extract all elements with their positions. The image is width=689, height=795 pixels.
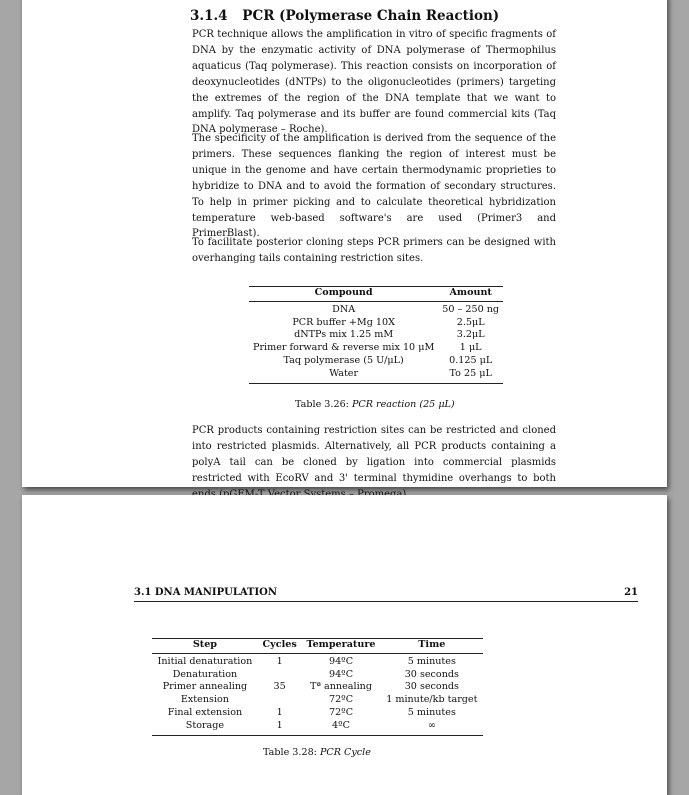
table-row	[152, 707, 483, 720]
table-cell: 1 μL	[459, 342, 482, 354]
running-header	[134, 585, 638, 602]
column-header: Time	[381, 639, 483, 654]
table-row	[152, 681, 483, 694]
document-page-upper	[22, 0, 667, 487]
table-cell: 30 seconds	[404, 681, 459, 693]
table-row	[249, 355, 503, 368]
table-cell: dNTPs mix 1.25 mM	[294, 329, 394, 341]
column-header: Step	[152, 639, 258, 654]
table-cell: 0.125 μL	[449, 354, 493, 366]
column-header: Temperature	[301, 639, 380, 654]
document-page-lower	[22, 495, 667, 795]
section-heading	[190, 8, 499, 24]
table-row	[152, 720, 483, 736]
paragraph-primer-specificity: The specificity of the amplification is derived from the sequence of the primers. These sequences flanking the region of interest must be unique in the genome and have certain thermodynamic proprieties to hybridize to DNA and to avoid the formation of secondary structures. To help in primer picking and to calculate theoretical hybridization temperature web-based software's are used (Primer3 and PrimerBlast).	[192, 133, 556, 240]
table-cell: Denaturation	[172, 668, 238, 680]
table-cell: Taq polymerase (5 U/μL)	[283, 354, 404, 366]
table-cell	[258, 694, 301, 707]
table-caption	[295, 399, 455, 410]
caption-label: Table 3.28:	[263, 747, 317, 758]
table-cell: 72ºC	[328, 706, 354, 718]
caption-label: Table 3.26:	[295, 399, 349, 410]
pcr-reaction-table	[249, 286, 503, 384]
pcr-cycle-table	[152, 638, 483, 736]
table-cell: 35	[273, 681, 286, 693]
column-header: Compound	[249, 287, 438, 302]
table-row	[152, 654, 483, 669]
table-cell: 72ºC	[328, 694, 354, 706]
table-row	[249, 368, 503, 384]
table-cell: 4ºC	[332, 719, 350, 731]
table-cell: Extension	[180, 694, 229, 706]
table-row	[249, 329, 503, 342]
table-cell: 30 seconds	[404, 668, 459, 680]
paragraph-cloning-tails: To facilitate posterior cloning steps PCR primers can be designed with overhanging tails containing restriction sites.	[192, 237, 556, 264]
table-cell: Tª annealing	[310, 681, 372, 693]
table-cell: 1	[276, 719, 283, 731]
table-cell: 1	[276, 655, 283, 667]
table-cell	[258, 669, 301, 682]
table-cell: 94ºC	[328, 668, 354, 680]
table-cell: Initial denaturation	[157, 655, 253, 667]
table-cell: Primer annealing	[162, 681, 248, 693]
table-cell: DNA	[332, 303, 356, 315]
table-cell: 94ºC	[328, 655, 354, 667]
table-cell: 5 minutes	[407, 706, 456, 718]
page-number: 21	[624, 587, 638, 598]
table-cell: 1	[276, 706, 283, 718]
table-cell: Water	[329, 367, 359, 379]
table-row	[152, 694, 483, 707]
table-cell: 1 minute/kb target	[386, 694, 478, 706]
column-header: Amount	[438, 287, 503, 302]
table-row	[249, 342, 503, 355]
table-cell: Primer forward & reverse mix 10 μM	[253, 342, 435, 354]
table-row	[249, 317, 503, 330]
running-head-title: 3.1 DNA MANIPULATION	[134, 587, 278, 598]
table-cell: PCR buffer +Mg 10X	[292, 316, 395, 328]
table-header-row	[152, 639, 483, 654]
section-number: 3.1.4	[190, 8, 228, 24]
paragraph-pcr-products: PCR products containing restriction sites can be restricted and cloned into restricted plasmids. Alternatively, all PCR products containing a polyA tail can be cloned by ligation into commercial plasmids restricted with EcoRV and 3' terminal thymidine overhangs to both	[192, 425, 556, 484]
table-header-row	[249, 287, 503, 302]
caption-text: PCR reaction (25 μL)	[351, 399, 455, 410]
paragraph-pcr-intro: PCR technique allows the amplification in vitro of specific fragments of DNA by the enzymatic activity of DNA polymerase of Thermophilus aquaticus (Taq polymerase). This reaction consists on incorporation of deoxynucleotides (dNTPs) to the oligonucleotides (primers) targeting the extremes of the region of the DNA template that we want to amplify. Taq polymerase and its buffer are found commercial kits (Taq DNA polymerase – Roche).	[192, 29, 556, 136]
caption-text: PCR Cycle	[319, 747, 371, 758]
table-cell: To 25 μL	[449, 367, 492, 379]
table-cell: 3.2μL	[456, 329, 485, 341]
table-cell: 2.5μL	[456, 316, 485, 328]
table-row	[249, 302, 503, 317]
section-title: PCR (Polymerase Chain Reaction)	[242, 8, 500, 24]
table-row	[152, 669, 483, 682]
table-cell: 5 minutes	[407, 655, 456, 667]
table-cell: ∞	[427, 719, 436, 731]
column-header: Cycles	[258, 639, 301, 654]
table-caption	[263, 747, 371, 758]
table-cell: Storage	[185, 719, 225, 731]
table-cell: Final extension	[167, 706, 243, 718]
table-cell: 50 – 250 ng	[442, 303, 500, 315]
